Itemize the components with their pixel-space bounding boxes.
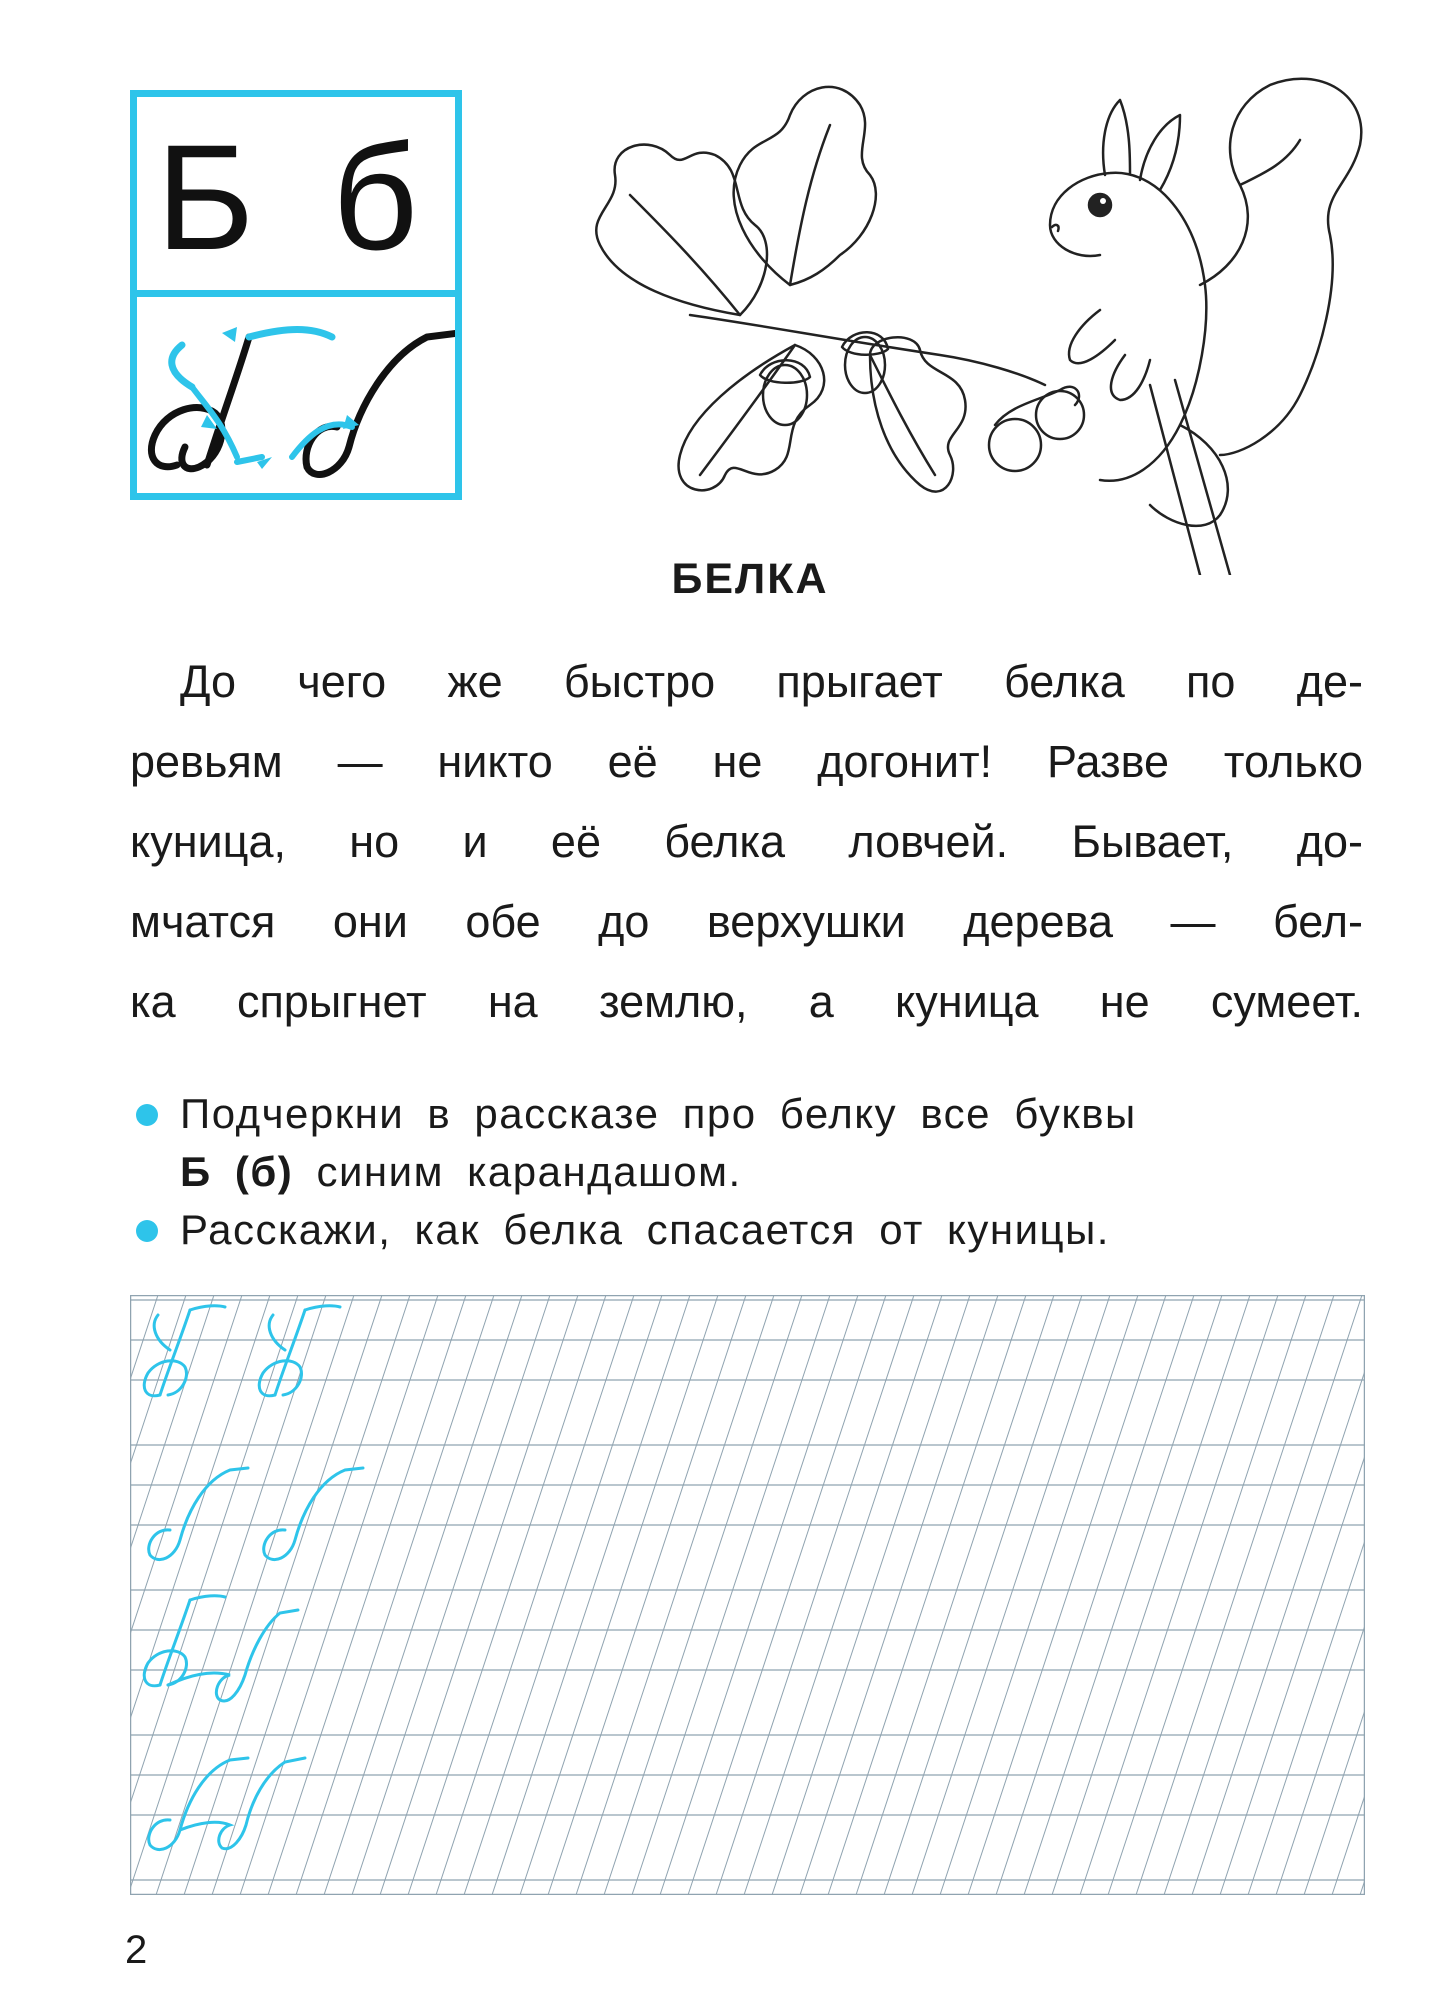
grid-slant-line	[240, 1295, 438, 1895]
grid-slant-line	[604, 1295, 802, 1895]
grid-slant-line	[296, 1295, 494, 1895]
grid-slant-line	[464, 1295, 662, 1895]
grid-slant-line	[548, 1295, 746, 1895]
copybook-lines	[130, 1295, 1365, 1895]
grid-slant-line	[156, 1295, 354, 1895]
grid-slant-line	[212, 1295, 410, 1895]
story-line: куница, но и её белка ловчей. Бывает, до-	[130, 816, 1363, 867]
grid-slant-line	[996, 1295, 1194, 1895]
sample-capital-b	[259, 1306, 340, 1396]
grid-slant-line	[744, 1295, 942, 1895]
grid-slant-line	[772, 1295, 970, 1895]
grid-slant-line	[632, 1295, 830, 1895]
story-line: мчатся они обе до верхушки дерева — бел-	[130, 896, 1363, 947]
print-letter-cell	[137, 97, 455, 297]
story-title: БЕЛКА	[671, 555, 829, 603]
grid-slant-line	[1220, 1295, 1365, 1895]
story-text	[130, 642, 1363, 1042]
story-line: До чего же быстро прыгает белка по де-	[180, 656, 1363, 707]
grid-slant-line	[520, 1295, 718, 1895]
grid-slant-line	[492, 1295, 690, 1895]
grid-slant-line	[1276, 1295, 1365, 1895]
grid-slant-line	[408, 1295, 606, 1895]
grid-slant-line	[1304, 1295, 1365, 1895]
grid-slant-line	[968, 1295, 1166, 1895]
story-line: ка спрыгнет на землю, а куница не сумеет.	[130, 976, 1363, 1027]
grid-slant-line	[1080, 1295, 1278, 1895]
sample-small-b	[149, 1468, 248, 1560]
grid-slant-line	[884, 1295, 1082, 1895]
grid-slant-line	[1164, 1295, 1362, 1895]
print-letters: Б б	[155, 112, 437, 281]
copybook-grid	[130, 1295, 1365, 1895]
grid-slant-line	[576, 1295, 774, 1895]
grid-slant-line	[828, 1295, 1026, 1895]
cursive-letter-b-pair-icon	[137, 297, 455, 493]
task-item	[130, 1085, 1363, 1201]
grid-slant-line	[800, 1295, 998, 1895]
task-text: синим карандашом.	[316, 1148, 742, 1195]
grid-slant-line	[380, 1295, 578, 1895]
grid-slant-line	[660, 1295, 858, 1895]
grid-slant-line	[1024, 1295, 1222, 1895]
grid-slant-line	[1108, 1295, 1306, 1895]
script-letter-cell	[137, 297, 455, 493]
grid-slant-line	[130, 1295, 270, 1895]
grid-slant-line	[716, 1295, 914, 1895]
sample-small-bb	[149, 1758, 305, 1850]
task-list	[130, 1085, 1363, 1259]
bullet-icon	[136, 1220, 158, 1242]
squirrel-with-oak-branch-icon	[540, 55, 1370, 575]
grid-slant-line	[324, 1295, 522, 1895]
grid-slant-line	[856, 1295, 1054, 1895]
story-line: ревьям — никто её не догонит! Разве только	[130, 736, 1363, 787]
grid-slant-line	[352, 1295, 550, 1895]
squirrel-illustration	[540, 55, 1370, 575]
letter-card	[130, 90, 462, 500]
grid-slant-line	[688, 1295, 886, 1895]
grid-slant-line	[912, 1295, 1110, 1895]
grid-slant-line	[436, 1295, 634, 1895]
task-item	[130, 1201, 1363, 1259]
grid-slant-line	[1136, 1295, 1334, 1895]
task-text: Расскажи, как белка спасается от куницы.	[180, 1206, 1110, 1253]
task-text: Подчеркни в рассказе про белку все буквы	[180, 1090, 1137, 1137]
grid-slant-line	[940, 1295, 1138, 1895]
grid-slant-line	[1192, 1295, 1365, 1895]
grid-slant-line	[1248, 1295, 1365, 1895]
grid-slant-line	[1052, 1295, 1250, 1895]
bullet-icon	[136, 1104, 158, 1126]
task-bold-letters: Б (б)	[180, 1148, 294, 1195]
page-number: 2	[125, 1928, 148, 1972]
